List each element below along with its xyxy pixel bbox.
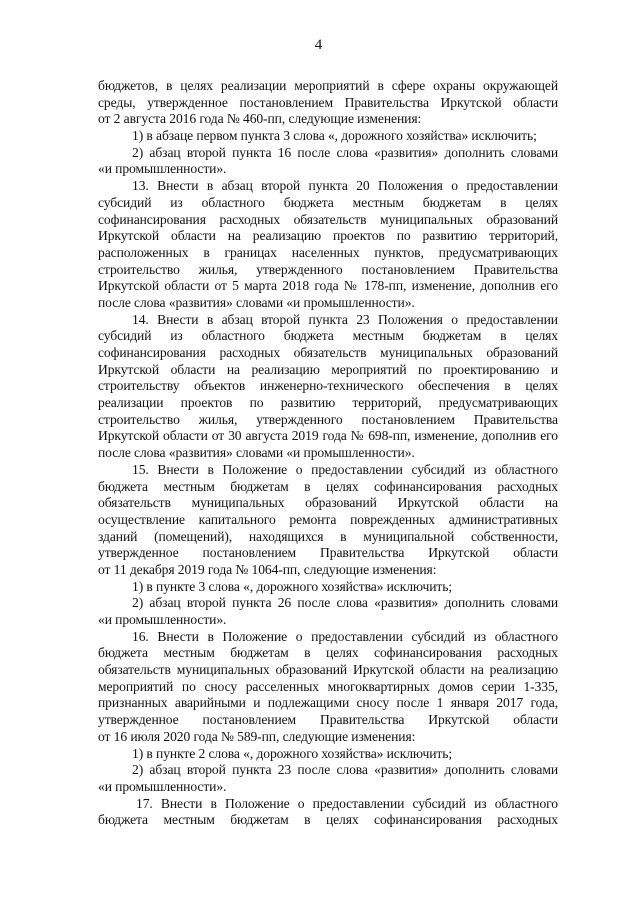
- text-line: Иркутской области на реализацию проектов по развитию территорий,: [98, 228, 558, 244]
- text-line: субсидий из областного бюджета местным бюджетам в целях: [98, 328, 558, 344]
- text-line: признанных аварийными и подлежащими сносу после 1 января 2017 года,: [98, 695, 558, 711]
- text-line: Иркутской области от 30 августа 2019 года № 698-пп, изменение, дополнив его: [98, 428, 558, 444]
- text-line: расположенных в границах населенных пунктов, предусматривающих: [98, 244, 558, 260]
- text-line: после слова «развития» словами «и промышленности».: [98, 445, 415, 461]
- text-line: бюджета местным бюджетам в целях софинансирования расходных: [98, 478, 558, 494]
- text-line: Иркутской области от 5 марта 2018 года № 178-пп, изменение, дополнив его: [98, 278, 558, 294]
- document-body: [98, 78, 558, 829]
- text-line: утвержденное постановлением Правительства Иркутской области: [98, 712, 558, 728]
- text-line: реализации проектов по развитию территорий, предусматривающих: [98, 395, 558, 411]
- text-line: софинансирования расходных обязательств муниципальных образований: [98, 345, 558, 360]
- text-line: среды, утвержденное постановлением Правительства Иркутской области: [98, 94, 558, 110]
- text-line: от 2 августа 2016 года № 460-пп, следующие изменения:: [98, 111, 422, 127]
- text-line: 1) в пункте 2 слова «, дорожного хозяйства» исключить;: [132, 745, 452, 761]
- text-line: 1) в пункте 3 слова «, дорожного хозяйства» исключить;: [132, 578, 452, 594]
- text-line: «и промышленности».: [98, 778, 227, 794]
- text-line: 14. Внести в абзац второй пункта 23 Положения о предоставлении: [132, 311, 558, 327]
- text-line: от 11 декабря 2019 года № 1064-пп, следующие изменения:: [98, 561, 437, 577]
- text-line: бюджета местным бюджетам в целях софинансирования расходных: [98, 645, 558, 661]
- text-line: бюджета местным бюджетам в целях софинансирования расходных: [98, 812, 558, 828]
- text-line: зданий (помещений), находящихся в муниципальной собственности,: [98, 528, 558, 544]
- text-line: Иркутской области на реализацию мероприятий по проектированию и: [98, 361, 558, 377]
- text-line: строительство жилья, утвержденного постановлением Правительства: [98, 411, 558, 427]
- text-line: строительство жилья, утвержденного постановлением Правительства: [98, 261, 558, 277]
- text-line: 15. Внести в Положение о предоставлении субсидий из областного: [132, 461, 558, 477]
- text-line: 16. Внести в Положение о предоставлении субсидий из областного: [132, 628, 558, 644]
- text-line: после слова «развития» словами «и промышленности».: [98, 294, 415, 310]
- text-line: 1) в абзаце первом пункта 3 слова «, дорожного хозяйства» исключить;: [132, 128, 537, 144]
- text-line: субсидий из областного бюджета местным бюджетам в целях: [98, 194, 558, 210]
- text-line: «и промышленности».: [98, 161, 227, 177]
- text-line: бюджетов, в целях реализации мероприятий в сфере охраны окружающей: [98, 78, 558, 93]
- text-line: 2) абзац второй пункта 23 после слова «развития» дополнить словами: [132, 762, 558, 778]
- text-line: 2) абзац второй пункта 16 после слова «развития» дополнить словами: [132, 144, 558, 160]
- text-line: утвержденное постановлением Правительства Иркутской области: [98, 545, 558, 561]
- text-line: строительству объектов инженерно-технического обеспечения в целях: [98, 378, 558, 394]
- text-line: 13. Внести в абзац второй пункта 20 Положения о предоставлении: [132, 178, 558, 194]
- text-line: 2) абзац второй пункта 26 после слова «развития» дополнить словами: [132, 595, 558, 611]
- text-line: мероприятий по сносу расселенных многоквартирных домов серии 1-335,: [98, 678, 558, 694]
- text-line: от 16 июля 2020 года № 589-пп, следующие изменения:: [98, 728, 416, 744]
- text-line: «и промышленности».: [98, 612, 227, 627]
- text-line: осуществление капитального ремонта поврежденных административных: [98, 511, 558, 527]
- text-line: софинансирования расходных обязательств муниципальных образований: [98, 211, 558, 227]
- text-line: обязательств муниципальных образований Иркутской области на реализацию: [98, 662, 558, 678]
- page-number: 4: [314, 37, 323, 53]
- text-line: обязательств муниципальных образований Иркутской области на: [98, 495, 558, 511]
- text-line: 17. Внести в Положение о предоставлении субсидий из областного: [136, 795, 558, 811]
